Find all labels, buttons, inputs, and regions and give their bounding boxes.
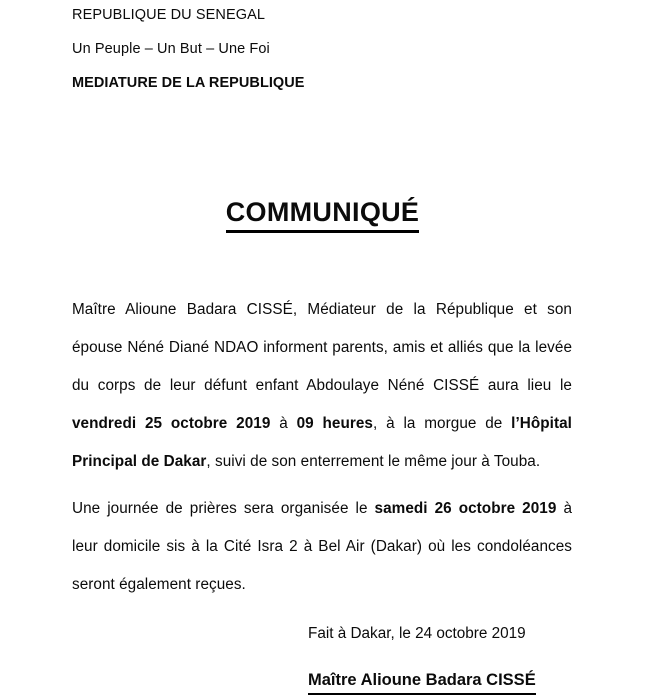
signature-place-and-date: Fait à Dakar, le 24 octobre 2019 [308,625,526,642]
paragraph-prayer-day [72,490,572,604]
paragraph-1-bold-date: vendredi 25 octobre 2019 [72,415,271,432]
paragraph-1-bold-location: l’Hôpital Principal de Dakar [72,415,572,470]
paragraph-2-segment-1: Une journée de prières sera organisée le [72,500,375,517]
letterhead-institution-line: MEDIATURE DE LA REPUBLIQUE [72,75,305,91]
signature-block [308,622,608,695]
paragraph-1-segment-1: Maître Alioune Badara CISSÉ, Médiateur de la République et son épouse Néné Diané NDAO informent parents, amis et alliés que la levée du corps de leur défunt enfant Abdoulaye Néné CISSÉ aura lieu le [72,301,572,394]
letterhead [72,0,572,100]
paragraph-1-bold-time: 09 heures [296,415,373,432]
document-body [72,291,572,604]
letterhead-motto-line: Un Peuple – Un But – Une Foi [72,41,270,57]
paragraph-2-segment-2: à leur domicile sis à la Cité Isra 2 à Bel Air (Dakar) où les condoléances seront également reçues. [72,500,572,593]
paragraph-announcement [72,291,572,481]
paragraph-2-bold-date: samedi 26 octobre 2019 [374,500,557,517]
title-container [0,196,645,233]
paragraph-1-segment-4: , suivi de son enterrement le même jour à Touba. [206,453,541,470]
signature-signer-name: Maître Alioune Badara CISSÉ [308,668,536,695]
paragraph-1-segment-2: à [270,415,297,432]
page-title: COMMUNIQUÉ [226,196,420,233]
paragraph-1-segment-3: , à la morgue de [372,415,512,432]
letterhead-country-line: REPUBLIQUE DU SENEGAL [72,7,266,23]
